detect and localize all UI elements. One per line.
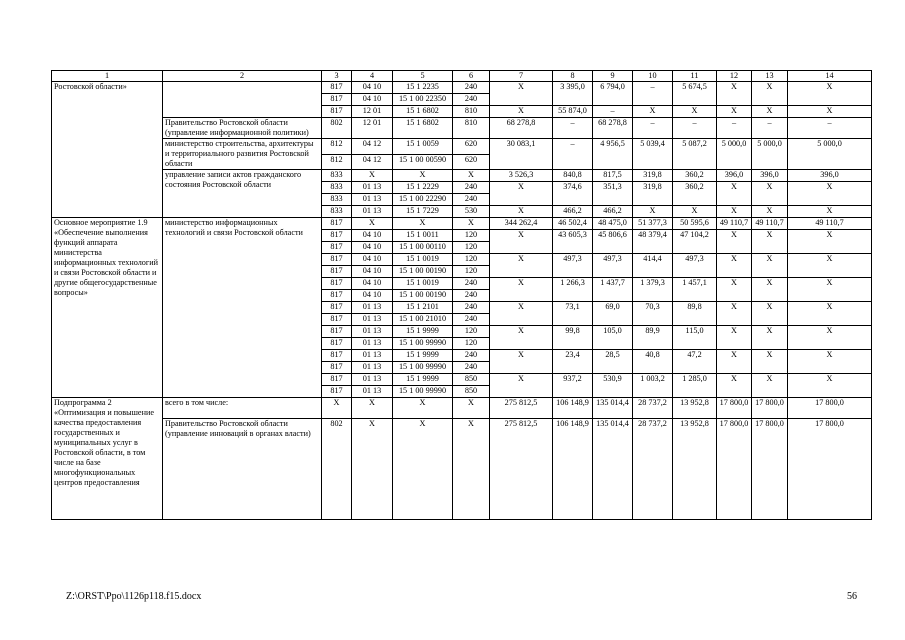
table-cell: 530,9 <box>593 374 633 398</box>
table-cell: 01 13 <box>352 362 393 374</box>
table-cell: 1 266,3 <box>553 278 593 302</box>
table-cell: X <box>717 182 752 206</box>
table-cell: X <box>393 398 453 419</box>
table-cell: 850 <box>453 386 490 398</box>
table-cell: 01 13 <box>352 386 393 398</box>
table-cell: X <box>788 206 872 218</box>
table-cell: 240 <box>453 350 490 362</box>
table-cell: X <box>788 230 872 254</box>
executor-cell: управление записи актов гражданского состояния Ростовской области <box>163 170 322 218</box>
table-cell: – <box>553 118 593 139</box>
table-cell: 120 <box>453 266 490 278</box>
table-cell: 5 087,2 <box>673 139 717 170</box>
table-cell: X <box>717 326 752 350</box>
table-cell: 817 <box>322 326 352 338</box>
table-cell: 01 13 <box>352 314 393 326</box>
table-cell: 15 1 2101 <box>393 302 453 314</box>
table-cell: X <box>393 218 453 230</box>
header-cell: 11 <box>673 71 717 82</box>
table-cell: 396,0 <box>717 170 752 182</box>
table-cell: 240 <box>453 290 490 302</box>
table-cell: X <box>752 278 788 302</box>
table-cell: 106 148,9 <box>553 398 593 419</box>
program-cell: Ростовской области» <box>52 82 163 218</box>
table-cell: 240 <box>453 82 490 94</box>
table-cell: 344 262,4 <box>490 218 553 230</box>
table-cell: X <box>788 350 872 374</box>
table-cell: 89,9 <box>633 326 673 350</box>
header-cell: 9 <box>593 71 633 82</box>
table-cell: X <box>717 230 752 254</box>
table-cell: 15 1 6802 <box>393 118 453 139</box>
table-cell: 49 110,7 <box>717 218 752 230</box>
table-cell: 6 794,0 <box>593 82 633 106</box>
table-cell: X <box>352 419 393 520</box>
table-cell: 15 1 00 21010 <box>393 314 453 326</box>
header-cell: 8 <box>553 71 593 82</box>
table-cell: 15 1 00 00190 <box>393 290 453 302</box>
table-cell: 5 000,0 <box>717 139 752 170</box>
table-cell: 17 800,0 <box>717 398 752 419</box>
table-cell: 49 110,7 <box>788 218 872 230</box>
table-cell: – <box>593 106 633 118</box>
table-cell: 466,2 <box>553 206 593 218</box>
table-row <box>52 82 872 94</box>
table-cell: 817 <box>322 106 352 118</box>
table-cell: 817 <box>322 314 352 326</box>
table-cell: 817 <box>322 278 352 290</box>
table-cell: 833 <box>322 170 352 182</box>
table-cell: 120 <box>453 326 490 338</box>
executor-cell: всего в том числе: <box>163 398 322 419</box>
table-row <box>52 218 872 230</box>
table-cell: X <box>788 254 872 278</box>
table-cell: 48 379,4 <box>633 230 673 254</box>
table-cell: 15 1 00 99990 <box>393 362 453 374</box>
header-cell: 2 <box>163 71 322 82</box>
table-cell: 15 1 9999 <box>393 350 453 362</box>
table-cell: X <box>788 106 872 118</box>
table-cell: 817 <box>322 94 352 106</box>
table-cell: 70,3 <box>633 302 673 326</box>
header-cell: 1 <box>52 71 163 82</box>
table-cell: X <box>490 350 553 374</box>
table-cell: 620 <box>453 139 490 155</box>
header-cell: 3 <box>322 71 352 82</box>
table-cell: X <box>717 206 752 218</box>
table-cell: X <box>752 106 788 118</box>
table-cell: 817 <box>322 302 352 314</box>
table-cell: X <box>717 82 752 106</box>
table-cell: 73,1 <box>553 302 593 326</box>
table-cell: 12 01 <box>352 118 393 139</box>
table-cell: 17 800,0 <box>788 398 872 419</box>
table-cell: 49 110,7 <box>752 218 788 230</box>
table-cell: – <box>788 118 872 139</box>
executor-cell: Правительство Ростовской области (управление инноваций в органах власти) <box>163 419 322 520</box>
table-cell: X <box>490 82 553 106</box>
table-cell: X <box>490 182 553 206</box>
table-cell: 01 13 <box>352 350 393 362</box>
table-cell: 319,8 <box>633 170 673 182</box>
table-cell: 850 <box>453 374 490 386</box>
table-cell: 466,2 <box>593 206 633 218</box>
table-cell: 833 <box>322 194 352 206</box>
table-cell: X <box>633 206 673 218</box>
table-cell: 28 737,2 <box>633 419 673 520</box>
table-cell: 135 014,4 <box>593 398 633 419</box>
table-cell: 817 <box>322 362 352 374</box>
table-cell: 15 1 7229 <box>393 206 453 218</box>
table-cell: 817 <box>322 350 352 362</box>
table-cell: 120 <box>453 230 490 242</box>
table-cell: 3 526,3 <box>490 170 553 182</box>
table-cell: 817 <box>322 290 352 302</box>
executor-cell: министерство строительства, архитектуры и территориального развития Ростовской области <box>163 139 322 170</box>
table-cell: – <box>717 118 752 139</box>
table-cell: X <box>490 302 553 326</box>
table-cell: 120 <box>453 338 490 350</box>
table-cell: 68 278,8 <box>593 118 633 139</box>
table-cell: X <box>453 170 490 182</box>
table-cell: 240 <box>453 314 490 326</box>
table-cell: X <box>453 398 490 419</box>
table-cell: X <box>752 302 788 326</box>
table-cell: 15 1 0059 <box>393 139 453 155</box>
table-cell: 817 <box>322 266 352 278</box>
table-cell: 937,2 <box>553 374 593 398</box>
table-cell: X <box>717 106 752 118</box>
table-row <box>52 170 872 182</box>
table-cell: 5 000,0 <box>788 139 872 170</box>
table-cell: X <box>490 106 553 118</box>
table-cell: 89,8 <box>673 302 717 326</box>
table-cell: 3 395,0 <box>553 82 593 106</box>
table-cell: – <box>752 118 788 139</box>
table-cell: 240 <box>453 362 490 374</box>
file-path: Z:\ORST\Ppo\1126p118.f15.docx <box>66 591 202 602</box>
table-cell: 817 <box>322 386 352 398</box>
table-cell: 5 000,0 <box>752 139 788 170</box>
table-cell: 04 10 <box>352 266 393 278</box>
table-cell: X <box>453 419 490 520</box>
table-cell: 135 014,4 <box>593 419 633 520</box>
table-cell: 17 800,0 <box>752 419 788 520</box>
table-cell: 04 10 <box>352 290 393 302</box>
table-cell: X <box>453 218 490 230</box>
table-cell: X <box>633 106 673 118</box>
table-cell: 01 13 <box>352 206 393 218</box>
table-cell: 817 <box>322 254 352 266</box>
table-cell: 15 1 2235 <box>393 82 453 94</box>
table-cell: 04 10 <box>352 242 393 254</box>
header-cell: 14 <box>788 71 872 82</box>
table-cell: X <box>673 206 717 218</box>
table-cell: 47,2 <box>673 350 717 374</box>
table-cell: 810 <box>453 106 490 118</box>
table-cell: X <box>788 302 872 326</box>
table-cell: 817 <box>322 242 352 254</box>
header-cell: 5 <box>393 71 453 82</box>
table-cell: 01 13 <box>352 338 393 350</box>
table-cell: 43 605,3 <box>553 230 593 254</box>
table-row <box>52 398 872 419</box>
table-cell: 497,3 <box>593 254 633 278</box>
table-cell: 47 104,2 <box>673 230 717 254</box>
table-cell: 01 13 <box>352 374 393 386</box>
table-cell: 497,3 <box>553 254 593 278</box>
header-row <box>52 71 872 82</box>
table-cell: X <box>752 350 788 374</box>
table-cell: 115,0 <box>673 326 717 350</box>
table-cell: 802 <box>322 118 352 139</box>
table-cell: 396,0 <box>752 170 788 182</box>
table-cell: 15 1 0019 <box>393 278 453 290</box>
table-cell: 396,0 <box>788 170 872 182</box>
table-cell: 12 01 <box>352 106 393 118</box>
table-cell: 105,0 <box>593 326 633 350</box>
table-cell: 1 379,3 <box>633 278 673 302</box>
table-cell: 120 <box>453 254 490 266</box>
table-cell: 360,2 <box>673 182 717 206</box>
table-cell: 833 <box>322 206 352 218</box>
table-cell: X <box>717 254 752 278</box>
table-cell: 275 812,5 <box>490 398 553 419</box>
table-cell: X <box>752 374 788 398</box>
table-cell: 240 <box>453 302 490 314</box>
table-cell: 17 800,0 <box>788 419 872 520</box>
table-cell: X <box>490 278 553 302</box>
table-cell: X <box>490 326 553 350</box>
table-cell: 120 <box>453 242 490 254</box>
budget-table <box>51 70 872 520</box>
table-cell: 28,5 <box>593 350 633 374</box>
table-cell: 01 13 <box>352 182 393 194</box>
table-cell: 240 <box>453 94 490 106</box>
table-cell: 360,2 <box>673 170 717 182</box>
table-cell: 15 1 00 00590 <box>393 154 453 170</box>
table-cell: – <box>633 118 673 139</box>
table-cell: 817 <box>322 374 352 386</box>
table-cell: 99,8 <box>553 326 593 350</box>
table-cell: 817 <box>322 338 352 350</box>
table-cell: X <box>352 218 393 230</box>
table-cell: 414,4 <box>633 254 673 278</box>
table-cell: 817,5 <box>593 170 633 182</box>
table-cell: 1 285,0 <box>673 374 717 398</box>
table-cell: 01 13 <box>352 194 393 206</box>
table-cell: X <box>393 419 453 520</box>
table-cell: X <box>717 278 752 302</box>
table-cell: 275 812,5 <box>490 419 553 520</box>
table-row <box>52 139 872 155</box>
table-cell: 5 039,4 <box>633 139 673 170</box>
table-cell: 46 502,4 <box>553 218 593 230</box>
table-cell: 106 148,9 <box>553 419 593 520</box>
table-cell: 04 10 <box>352 82 393 94</box>
table-cell: X <box>788 82 872 106</box>
table-cell: X <box>752 230 788 254</box>
table-cell: 17 800,0 <box>752 398 788 419</box>
table-cell: 1 003,2 <box>633 374 673 398</box>
table-cell: 04 12 <box>352 139 393 155</box>
table-cell: X <box>752 326 788 350</box>
table-cell: 15 1 0019 <box>393 254 453 266</box>
table-cell: 13 952,8 <box>673 419 717 520</box>
table-cell: – <box>633 82 673 106</box>
table-cell: 15 1 00 99990 <box>393 386 453 398</box>
header-cell: 13 <box>752 71 788 82</box>
table-cell: 817 <box>322 218 352 230</box>
table-cell: 15 1 9999 <box>393 326 453 338</box>
table-cell: 69,0 <box>593 302 633 326</box>
executor-cell: Правительство Ростовской области (управление информационной политики) <box>163 118 322 139</box>
table-cell: 23,4 <box>553 350 593 374</box>
table-cell: 240 <box>453 182 490 194</box>
table-cell: 817 <box>322 82 352 94</box>
table-cell: 240 <box>453 194 490 206</box>
table-cell: 374,6 <box>553 182 593 206</box>
table-cell: X <box>393 170 453 182</box>
table-cell: X <box>490 374 553 398</box>
table-cell: X <box>673 106 717 118</box>
table-cell: X <box>717 374 752 398</box>
page-number: 56 <box>847 591 857 602</box>
table-cell: X <box>717 350 752 374</box>
table-cell: 1 437,7 <box>593 278 633 302</box>
table-cell: 04 10 <box>352 94 393 106</box>
header-cell: 7 <box>490 71 553 82</box>
table-cell: 810 <box>453 118 490 139</box>
table-cell: X <box>490 206 553 218</box>
table-cell: 812 <box>322 154 352 170</box>
table-cell: 530 <box>453 206 490 218</box>
table-row <box>52 118 872 139</box>
table-cell: 45 806,6 <box>593 230 633 254</box>
table-cell: 04 10 <box>352 230 393 242</box>
table-cell: 30 083,1 <box>490 139 553 170</box>
header-cell: 10 <box>633 71 673 82</box>
table-cell: 1 457,1 <box>673 278 717 302</box>
table-cell: 15 1 00 99990 <box>393 338 453 350</box>
table-cell: 28 737,2 <box>633 398 673 419</box>
table-cell: 351,3 <box>593 182 633 206</box>
table-cell: 833 <box>322 182 352 194</box>
table-cell: 04 10 <box>352 278 393 290</box>
table-cell: X <box>490 254 553 278</box>
table-cell: 817 <box>322 230 352 242</box>
program-cell: Основное мероприятие 1.9 «Обеспечение выполнения функций аппарата министерства информационных технологий и связи Ростовской области и другие общегосударственные вопросы» <box>52 218 163 398</box>
table-cell: – <box>553 139 593 170</box>
table-cell: 240 <box>453 278 490 290</box>
table-cell: 15 1 2229 <box>393 182 453 194</box>
table-cell: X <box>490 230 553 254</box>
table-cell: 40,8 <box>633 350 673 374</box>
table-cell: X <box>752 82 788 106</box>
table-cell: X <box>717 302 752 326</box>
table-cell: X <box>788 182 872 206</box>
table-cell: 13 952,8 <box>673 398 717 419</box>
table-cell: 48 475,0 <box>593 218 633 230</box>
document-page <box>51 70 871 520</box>
header-cell: 4 <box>352 71 393 82</box>
table-cell: 15 1 9999 <box>393 374 453 386</box>
table-cell: 04 10 <box>352 254 393 266</box>
table-cell: 15 1 0011 <box>393 230 453 242</box>
table-cell: 01 13 <box>352 302 393 314</box>
table-cell: 04 12 <box>352 154 393 170</box>
table-cell: 812 <box>322 139 352 155</box>
table-cell: 55 874,0 <box>553 106 593 118</box>
table-cell: 15 1 00 22290 <box>393 194 453 206</box>
table-cell: 5 674,5 <box>673 82 717 106</box>
table-cell: X <box>752 206 788 218</box>
table-cell: 15 1 00 00110 <box>393 242 453 254</box>
table-cell: 15 1 00 00190 <box>393 266 453 278</box>
table-cell: X <box>352 170 393 182</box>
table-cell: 497,3 <box>673 254 717 278</box>
table-cell: X <box>752 182 788 206</box>
table-cell: X <box>752 254 788 278</box>
executor-cell <box>163 82 322 118</box>
table-cell: 620 <box>453 154 490 170</box>
table-cell: 17 800,0 <box>717 419 752 520</box>
table-cell: 50 595,6 <box>673 218 717 230</box>
table-row <box>52 419 872 520</box>
program-cell: Подпрограмма 2 «Оптимизация и повышение качества предоставления государственных и муниципальных услуг в Ростовской области, в том числе на базе многофункциональных центров предоставления <box>52 398 163 520</box>
header-cell: 12 <box>717 71 752 82</box>
table-cell: X <box>322 398 352 419</box>
table-cell: X <box>788 326 872 350</box>
table-cell: X <box>352 398 393 419</box>
header-cell: 6 <box>453 71 490 82</box>
table-cell: 319,8 <box>633 182 673 206</box>
table-cell: X <box>788 278 872 302</box>
table-cell: 4 956,5 <box>593 139 633 170</box>
table-cell: 01 13 <box>352 326 393 338</box>
table-cell: 68 278,8 <box>490 118 553 139</box>
table-cell: 15 1 00 22350 <box>393 94 453 106</box>
table-cell: X <box>788 374 872 398</box>
table-cell: 15 1 6802 <box>393 106 453 118</box>
table-cell: 840,8 <box>553 170 593 182</box>
table-cell: – <box>673 118 717 139</box>
executor-cell: министерство информационных технологий и связи Ростовской области <box>163 218 322 398</box>
table-cell: 51 377,3 <box>633 218 673 230</box>
table-cell: 802 <box>322 419 352 520</box>
